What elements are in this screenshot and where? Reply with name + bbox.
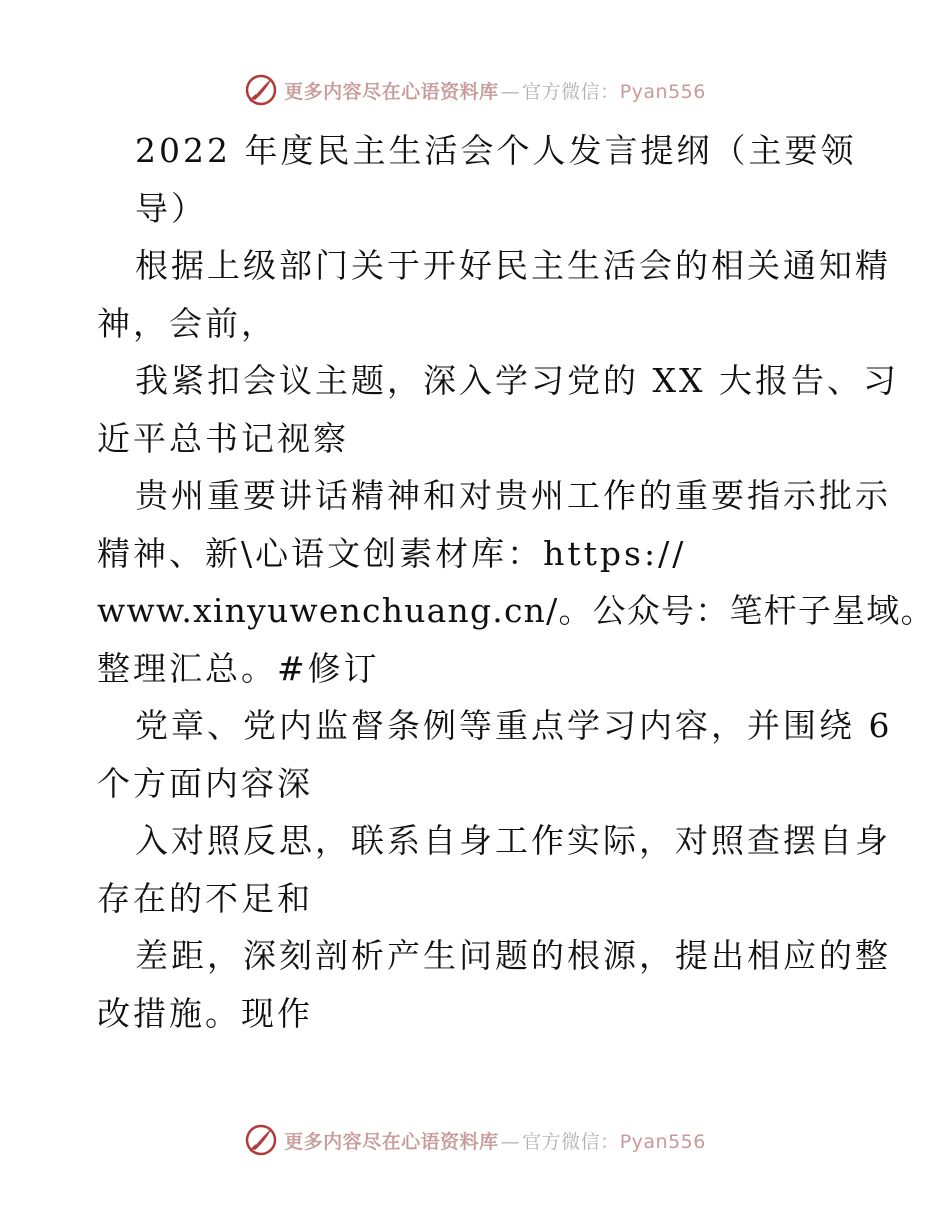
banner-wechat-label: 官方微信： [522, 1130, 620, 1153]
paragraph-line: 个方面内容深 [97, 763, 313, 803]
paragraph-line: 神，会前， [97, 303, 277, 343]
quill-logo-icon [244, 73, 278, 107]
paragraph-line: 党章、党内监督条例等重点学习内容，并围绕 6 [135, 706, 893, 745]
paragraph-line: 贵州重要讲话精神和对贵州工作的重要指示批示 [135, 476, 891, 515]
paragraph-line: 存在的不足和 [97, 878, 313, 918]
banner-separator: — [500, 80, 521, 103]
paragraph-line: 我紧扣会议主题，深入学习党的 XX 大报告、习 [135, 361, 899, 400]
paragraph-line: 根据上级部门关于开好民主生活会的相关通知精 [135, 246, 891, 285]
banner-wechat-id: Pyan556 [619, 80, 706, 103]
document-title-line-2: 导） [135, 188, 207, 228]
quill-logo-icon [244, 1123, 278, 1157]
paragraph-line: 精神、新\心语文创素材库：https:// [97, 533, 687, 573]
banner-site-text: 更多内容尽在心语资料库 [284, 80, 499, 103]
paragraph-line: 入对照反思，联系自身工作实际，对照查摆自身 [135, 821, 891, 860]
banner-wechat-label: 官方微信： [522, 80, 620, 103]
footer-banner [0, 1120, 950, 1160]
banner-separator: — [500, 1130, 521, 1153]
paragraph-line: 差距，深刻剖析产生问题的根源，提出相应的整 [135, 936, 891, 975]
paragraph-line: 整理汇总。#修订 [97, 648, 380, 688]
paragraph-line: 改措施。现作 [97, 993, 313, 1033]
paragraph-line: 近平总书记视察 [97, 418, 349, 458]
document-body [97, 122, 935, 1042]
paragraph-line: www.xinyuwenchuang.cn/。公众号：笔杆子星域。 [97, 591, 935, 630]
document-title-line-1: 2022 年度民主生活会个人发言提纲（主要领 [135, 131, 857, 170]
banner-site-text: 更多内容尽在心语资料库 [284, 1130, 499, 1153]
banner-wechat-id: Pyan556 [619, 1130, 706, 1153]
header-banner [0, 70, 950, 110]
